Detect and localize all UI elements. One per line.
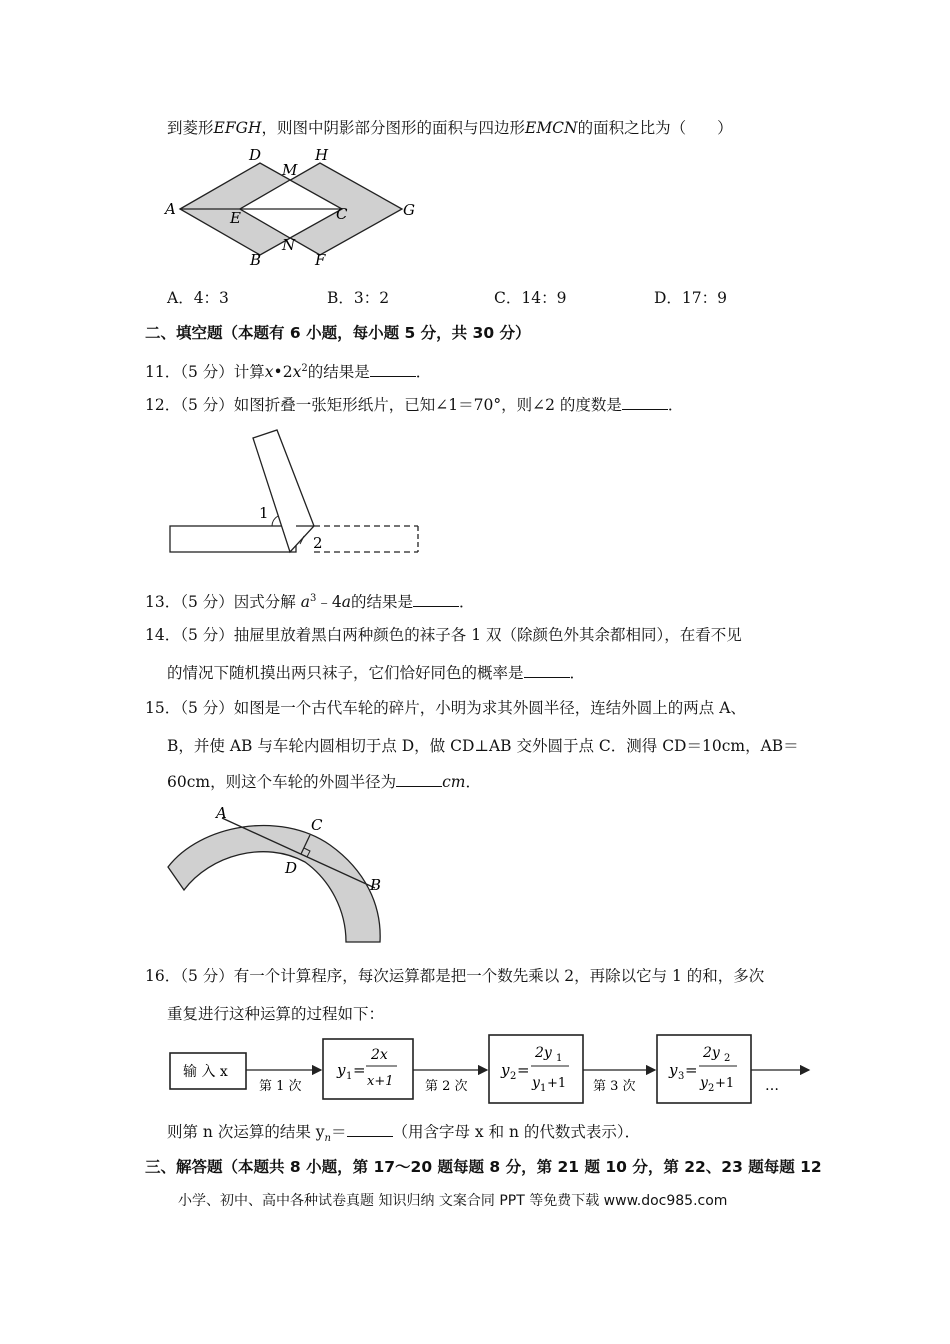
q10-figure	[160, 142, 430, 270]
svg-text:2: 2	[724, 1053, 731, 1064]
fig10-label-B: B	[250, 251, 262, 269]
q16-line1: 16．（5 分）有一个计算程序，每次运算都是把一个数先乘以 2，再除以它与 1 的和，多次	[145, 967, 765, 985]
fig10-label-N: N	[282, 236, 296, 254]
fig10-label-D: D	[249, 146, 262, 164]
fig12-angle-1: 1	[259, 504, 269, 522]
fig10-label-F: F	[315, 251, 326, 269]
svg-text:2: 2	[708, 1083, 715, 1094]
svg-text:y: y	[501, 1061, 510, 1079]
q15-figure	[160, 800, 390, 950]
page-footer: 小学、初中、高中各种试卷真题 知识归纳 文案合同 PPT 等免费下载 www.doc985.com	[178, 1193, 728, 1209]
flow-y1-sub: 1	[346, 1071, 353, 1082]
section2-heading: 二、填空题（本题有 6 小题，每小题 5 分，共 30 分）	[145, 324, 531, 342]
flow-num2: 2y	[535, 1045, 552, 1061]
svg-text:=: =	[353, 1061, 366, 1079]
flow-y2-sub: 2	[510, 1071, 517, 1082]
fig15-label-A: A	[216, 804, 227, 822]
q15-line2: B，并使 AB 与车轮内圆相切于点 D，做 CD⊥AB 交外圆于点 C．测得 CD＝10cm，AB＝	[167, 737, 799, 755]
flow-y3-sub: 3	[678, 1071, 685, 1082]
svg-text:1: 1	[540, 1083, 547, 1094]
svg-text:+1: +1	[715, 1076, 735, 1091]
flow-ellipsis: …	[765, 1078, 779, 1094]
fig10-label-G: G	[403, 201, 415, 219]
q12: 12．（5 分）如图折叠一张矩形纸片，已知∠1＝70°，则∠2 的度数是 ．	[145, 396, 684, 414]
q10-option-d: D．17：9	[654, 289, 728, 307]
flow-y1: y	[337, 1061, 346, 1079]
q14-line1: 14．（5 分）抽屉里放着黑白两种颜色的袜子各 1 双（除颜色外其余都相同），在看不见	[145, 626, 742, 644]
svg-text:2y: 2y	[703, 1045, 720, 1061]
q12-answer-blank[interactable]	[622, 395, 668, 410]
svg-text:y: y	[700, 1075, 708, 1091]
fig12-angle-2: 2	[313, 534, 323, 552]
q15-line3: 60cm，则这个车轮的外圆半径为 cm．	[167, 773, 482, 791]
q10-stem: 到菱形EFGH，则图中阴影部分图形的面积与四边形EMCN的面积之比为（ ）	[167, 119, 733, 137]
q16-line3: 则第 n 次运算的结果 $y_n=$ （用含字母 x 和 n 的代数式表示）．	[167, 1123, 641, 1145]
fig10-label-E: E	[230, 209, 241, 227]
svg-text:=: =	[517, 1061, 530, 1079]
q14-answer-blank[interactable]	[524, 663, 570, 678]
q15-answer-blank[interactable]	[396, 772, 442, 787]
flow-num1: 2x	[371, 1047, 388, 1063]
q10-option-a: A．4：3	[167, 289, 229, 307]
q10-option-c: C．14：9	[494, 289, 567, 307]
fig15-label-B: B	[370, 876, 382, 894]
q10-option-b: B．3：2	[327, 289, 390, 307]
fig10-label-M: M	[282, 161, 298, 179]
q11: 11．（5 分）计算$x•2x^2$的结果是 ．	[145, 363, 432, 382]
flow-den1: x+1	[367, 1074, 394, 1089]
svg-text:=: =	[685, 1061, 698, 1079]
svg-text:y: y	[669, 1061, 678, 1079]
q15-line1: 15．（5 分）如图是一个古代车轮的碎片，小明为求其外圆半径，连结外圆上的两点 A、	[145, 699, 746, 717]
flow-step3: 第 3 次	[593, 1079, 636, 1094]
section3-heading: 三、解答题（本题共 8 小题，第 17～20 题每题 8 分，第 21 题 10 分，第 22、23 题每题 12	[145, 1158, 822, 1176]
q11-answer-blank[interactable]	[370, 362, 416, 377]
svg-text:1: 1	[556, 1053, 563, 1064]
fig10-label-H: H	[315, 146, 329, 164]
flow-step1: 第 1 次	[259, 1079, 302, 1094]
q13-answer-blank[interactable]	[413, 592, 459, 607]
q16-line2: 重复进行这种运算的过程如下：	[167, 1005, 385, 1023]
flow-input: 输 入 x	[183, 1064, 228, 1080]
flow-step2: 第 2 次	[425, 1079, 468, 1094]
flow-den2: y	[532, 1075, 540, 1091]
q12-figure	[168, 428, 428, 558]
q13: 13．（5 分）因式分解 $a^3﹣4a$的结果是 ．	[145, 593, 475, 612]
fig15-label-C: C	[311, 816, 323, 834]
q14-line2: 的情况下随机摸出两只袜子，它们恰好同色的概率是 ．	[167, 664, 586, 682]
q16-flowchart	[165, 1033, 815, 1113]
q16-answer-blank[interactable]	[347, 1122, 393, 1137]
fig10-label-C: C	[336, 205, 348, 223]
fig10-label-A: A	[165, 200, 176, 218]
fig15-label-D: D	[285, 859, 298, 877]
svg-text:+1: +1	[547, 1076, 567, 1091]
